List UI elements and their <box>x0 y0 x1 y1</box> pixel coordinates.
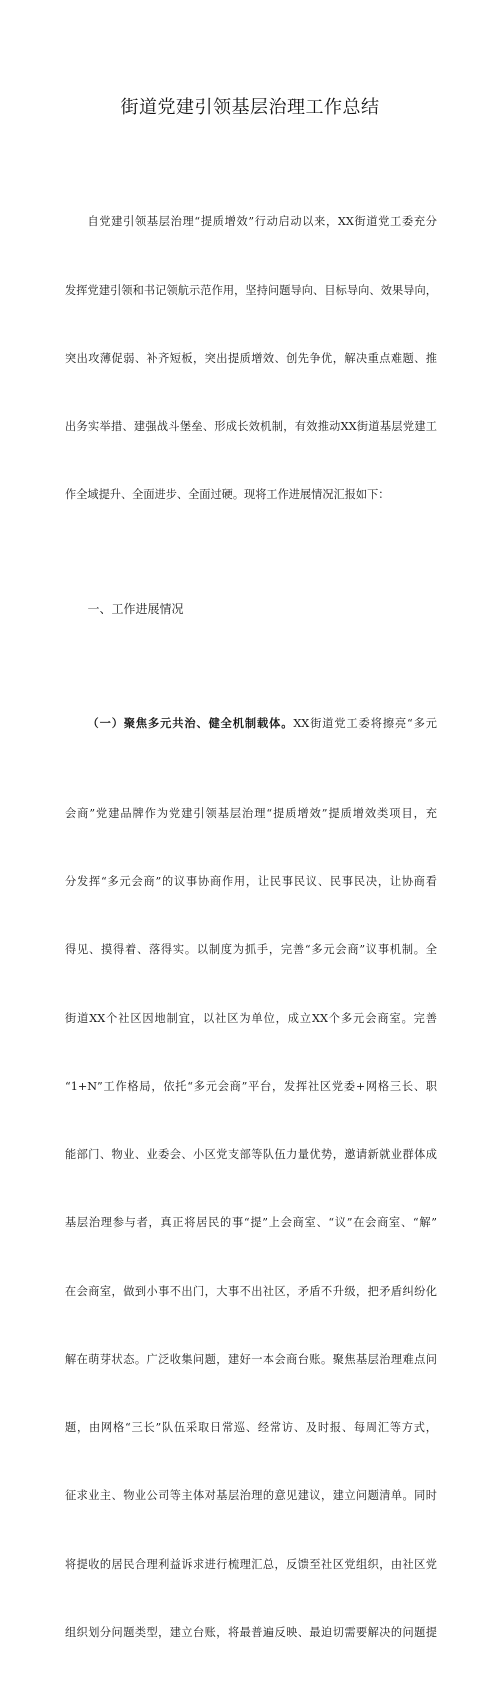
document-body <box>65 143 437 1690</box>
paragraph-line: “1+N”工作格局，依托“多元会商”平台，发挥社区党委+网格三长、职 <box>65 1079 437 1093</box>
paragraph-line: 基层治理参与者，真正将居民的事“提”上会商室、“议”在会商室、“解” <box>65 1216 437 1230</box>
intro-line: 突出攻薄促弱、补齐短板，突出提质增效、创先争优，解决重点难题、推 <box>65 351 437 365</box>
subsection-text: XX街道党工委将擦亮“多元 <box>293 716 437 730</box>
paragraph-line: 街道XX个社区因地制宜，以社区为单位，成立XX个多元会商室。完善 <box>65 1011 437 1025</box>
paragraph-line: 组织划分问题类型，建立台账，将最普遍反映、最迫切需要解决的问题提 <box>65 1625 437 1639</box>
paragraph-line: 会商”党建品牌作为党建引领基层治理“提质增效”提质增效类项目，充 <box>65 806 437 820</box>
paragraph-line: 在会商室，做到小事不出门，大事不出社区，矛盾不升级，把矛盾纠纷化 <box>65 1284 437 1298</box>
paragraph-line: 分发挥“多元会商”的议事协商作用，让民事民议、民事民决，让协商看 <box>65 875 437 888</box>
paragraph-line: 征求业主、物业公司等主体对基层治理的意见建议，建立问题清单。同时 <box>65 1489 437 1503</box>
paragraph-line: 得见、摸得着、落得实。以制度为抓手，完善“多元会商”议事机制。全 <box>65 943 437 957</box>
paragraph-line: 将提收的居民合理利益诉求进行梳理汇总，反馈至社区党组织，由社区党 <box>65 1557 437 1571</box>
subsection-first-line <box>65 712 437 735</box>
paragraph-line: 题，由网格“三长”队伍采取日常巡、经常访、及时报、每周汇等方式， <box>65 1421 437 1434</box>
paragraph-line: 能部门、物业、业委会、小区党支部等队伍力量优势，邀请新就业群体成 <box>65 1148 437 1161</box>
paragraph-line: 解在萌芽状态。广泛收集问题，建好一本会商台账。聚焦基层治理难点问 <box>65 1352 437 1366</box>
subsection-heading: （一）聚焦多元共治、健全机制载体。 <box>87 715 294 730</box>
intro-line: 自党建引领基层治理“提质增效”行动启动以来，XX街道党工委充分 <box>87 215 437 229</box>
intro-line: 出务实举措、建强战斗堡垒、形成长效机制，有效推动XX街道基层党建工 <box>65 420 437 433</box>
intro-line: 作全域提升、全面进步、全面过硬。现将工作进展情况汇报如下： <box>65 488 390 502</box>
section-heading: 一、工作进展情况 <box>87 602 184 616</box>
intro-line: 发挥党建引领和书记领航示范作用，坚持问题导向、目标导向、效果导向， <box>65 283 437 297</box>
document-title: 街道党建引领基层治理工作总结 <box>120 97 380 118</box>
